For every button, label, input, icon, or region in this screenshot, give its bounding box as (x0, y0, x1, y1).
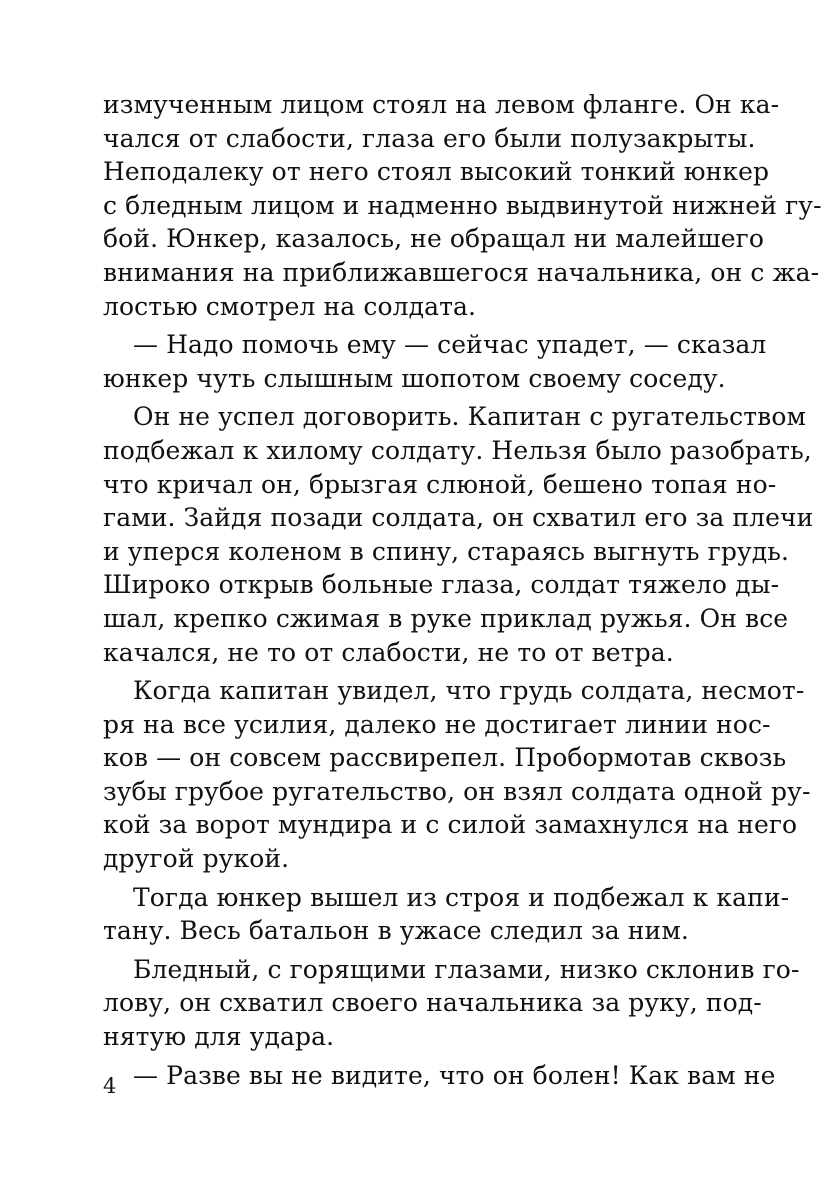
text-line: шал, крепко сжимая в руке приклад ружья. Он все (103, 603, 789, 633)
text-line: и уперся коленом в спину, стараясь выгнуть грудь. (103, 536, 790, 566)
text-line: нятую для удара. (103, 1022, 335, 1052)
text-line: — Разве вы не видите, что он болен! Как вам не (133, 1060, 776, 1090)
text-line: Тогда юнкер вышел из строя и подбежал к капи- (133, 882, 790, 912)
paragraph (103, 328, 767, 395)
paragraph (103, 881, 790, 948)
text-line: внимания на приближавшегося начальника, он с жа- (103, 257, 820, 287)
paragraph (103, 400, 814, 669)
text-line: качался, не то от слабости, не то от ветра. (103, 637, 674, 667)
body-text (103, 88, 822, 1092)
text-line: что кричал он, брызгая слюной, бешено топая но- (103, 469, 777, 499)
paragraph (103, 674, 811, 876)
text-line: чался от слабости, глаза его были полузакрыты. (103, 123, 756, 153)
text-line: бой. Юнкер, казалось, не обращал ни малейшего (103, 224, 765, 254)
text-line: с бледным лицом и надменно выдвинутой нижней гу- (103, 190, 822, 220)
paragraph (103, 88, 822, 323)
paragraph (103, 953, 800, 1054)
text-line: тану. Весь батальон в ужасе следил за ним. (103, 916, 689, 946)
text-line: Широко открыв больные глаза, солдат тяжело ды- (103, 570, 780, 600)
text-line: гами. Зайдя позади солдата, он схватил его за плечи (103, 503, 814, 533)
text-line: подбежал к хилому солдату. Нельзя было разобрать, (103, 435, 812, 465)
text-line: ря на все усилия, далеко не достигает линии нос- (103, 709, 771, 739)
text-line: юнкер чуть слышным шопотом своему соседу. (103, 363, 726, 393)
text-line: лову, он схватил своего начальника за руку, под- (103, 988, 762, 1018)
text-line: лостью смотрел на солдата. (103, 291, 477, 321)
text-line: ков — он совсем рассвирепел. Пробормотав сквозь (103, 743, 787, 773)
paragraph (103, 1059, 776, 1093)
text-line: Он не успел договорить. Капитан с ругательством (133, 402, 807, 432)
text-line: кой за ворот мундира и с силой замахнулся на него (103, 810, 798, 840)
text-line: измученным лицом стоял на левом фланге. Он ка- (103, 90, 780, 119)
text-line: Неподалеку от него стоял высокий тонкий юнкер (103, 157, 770, 187)
text-line: — Надо помочь ему — сейчас упадет, — сказал (133, 330, 767, 360)
text-line: Когда капитан увидел, что грудь солдата, несмот- (133, 676, 805, 706)
text-line: другой рукой. (103, 844, 290, 874)
text-line: зубы грубое ругательство, он взял солдата одной ру- (103, 776, 811, 806)
text-line: Бледный, с горящими глазами, низко склонив го- (133, 954, 800, 984)
page-number: 4 (103, 1074, 117, 1098)
